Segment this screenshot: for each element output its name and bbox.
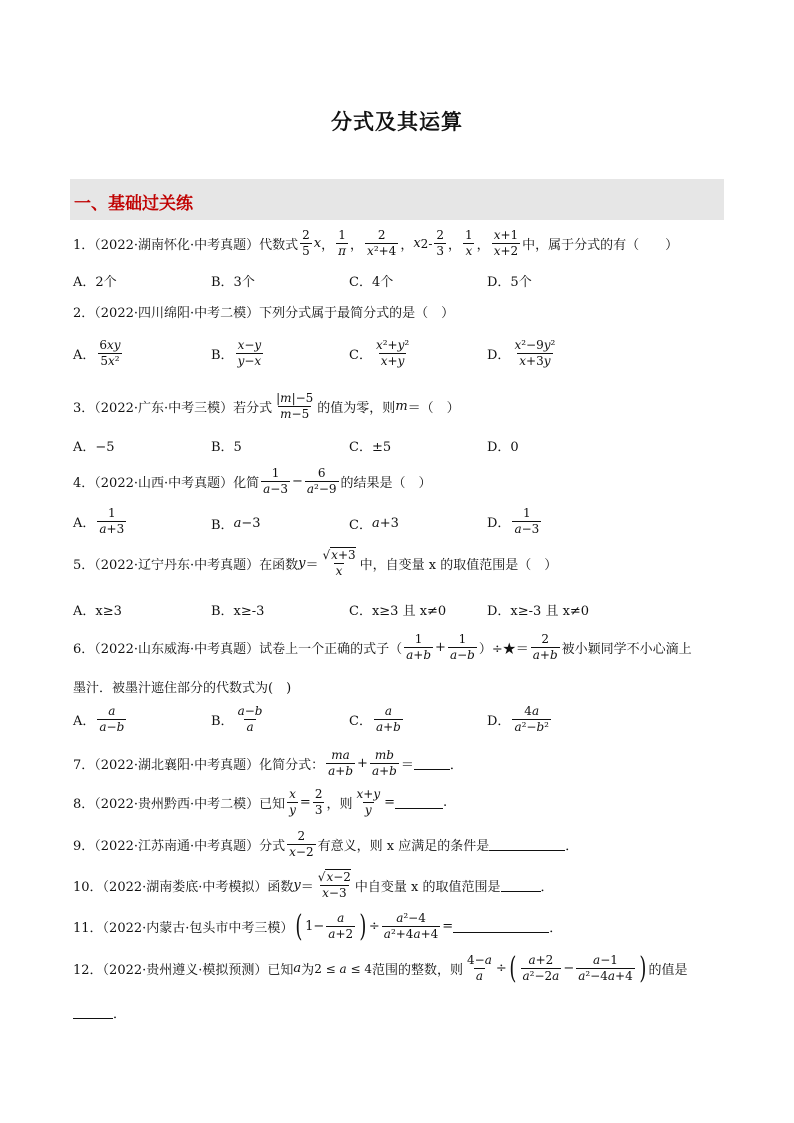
question-3: 3．（2022·广东·中考三模）若分式 $\frac{|m|-5}{m-5}$ 的值为零，则 m ＝（ ）	[73, 391, 460, 421]
option-c: C．x≥3 且 x≠0	[349, 604, 447, 619]
option-a: A．−5	[73, 440, 115, 455]
option-c: C． $\frac{\text{x²+y²}}{x+y}$	[349, 338, 410, 368]
option-a: A．x≥3	[73, 604, 122, 619]
option-b: B．5	[211, 440, 242, 455]
question-7: 7．（2022·湖北襄阳·中考真题）化简分式： $\frac{ma}{a+b}$ + $\frac{mb}{a+b}$ ＝ ．	[73, 748, 463, 778]
fraction: $\frac{1}{\pi}$	[338, 228, 347, 258]
option-d: D．5个	[487, 275, 532, 290]
option-d: D． $\frac{1}{a-3}$	[487, 506, 540, 536]
option-b: B． $\frac{a-b}{a}$	[211, 704, 263, 734]
option-d: D．x≥-3 且 x≠0	[487, 604, 590, 619]
option-d: D． $\frac{\text{x²−9y²}}{x+3y}$	[487, 338, 556, 368]
question-5: 5．（2022·辽宁丹东·中考真题）在函数 y ＝ $\frac{√x+3}{x}$ 中，自变量 x 的取值范围是（ ）	[73, 548, 558, 578]
option-d: D．0	[487, 440, 519, 455]
option-a: A． $\frac{a}{a-b}$	[73, 704, 125, 734]
option-b: B．x≥-3	[211, 604, 265, 619]
option-c: C．±5	[349, 440, 392, 455]
option-b: B． $\frac{x-y}{y-x}$	[211, 338, 262, 368]
question-4: 4．（2022·山西·中考真题）化简 $\frac{1}{a-3}$ − $\frac{6}{\text{a²−9}}$ 的结果是（ ）	[73, 466, 432, 496]
question-11: 11．（2022·内蒙古·包头市中考三模） ( 1− $\frac{a}{a+2}$ ) ÷ $\frac{\text{a²−4}}{\text{a²+4a+4}}$ = ．	[73, 908, 563, 944]
fraction: $\frac{x+1}{x+2}$	[493, 228, 519, 258]
section-header	[70, 179, 724, 220]
option-a: A．2个	[73, 275, 117, 290]
fraction: $\frac{1}{x}$	[465, 228, 473, 258]
question-1: 1．（2022·湖南怀化·中考真题）代数式 $\frac{2}{5}$ x ， $\frac{1}{\pi}$ ， $\frac{2}{\text{x²+4}}$ ， x 2 - $\frac{2}{3}$ ， $\frac{1}{x}$ ， $\frac{x+1}{x+2}$ 中，属于分式的有（ ）	[73, 228, 679, 258]
question-10: 10．（2022·湖南娄底·中考模拟）函数 y ＝ $\frac{√x-2}{x-3}$ 中自变量 x 的取值范围是 ．	[73, 870, 554, 900]
page-title: 分式及其运算	[331, 109, 463, 134]
question-9: 9．（2022·江苏南通·中考真题）分式 $\frac{2}{x-2}$ 有意义，则 x 应满足的条件是 ．	[73, 829, 579, 859]
option-a: A． $\frac{6xy}{\text{5x²}}$	[73, 338, 121, 368]
option-b: B． a −3	[211, 516, 261, 533]
option-c: C．4个	[349, 275, 394, 290]
option-a: A． $\frac{1}{a+3}$	[73, 506, 125, 536]
fraction: $\frac{2}{3}$	[436, 228, 445, 258]
option-b: B．3个	[211, 275, 255, 290]
question-2: 2．（2022·四川绵阳·中考二模）下列分式属于最简分式的是（ ）	[73, 306, 455, 321]
fraction: $\frac{2}{5}$	[302, 228, 310, 258]
option-d: D． $\frac{4a}{\text{a²−b²}}$	[487, 704, 549, 734]
question-12: 12．（2022·贵州遵义·模拟预测）已知 a 为 2 ≤ a ≤ 4 范围的整数，则 $\frac{4-a}{a}$ ÷ ( $\frac{a+2}{\text{a²−2a}}$ − $\frac{a-1}{\text{a²−4a+4}}$ ) 的值是	[73, 950, 688, 986]
question-12-answer: ．	[73, 1003, 126, 1022]
option-c: C． $\frac{a}{a+b}$	[349, 704, 401, 734]
question-6: 6．（2022·山东威海·中考真题）试卷上一个正确的式子（ $\frac{1}{a+b}$ + $\frac{1}{a-b}$ ）÷★＝ $\frac{2}{a+b}$ 被小颖同学不小心滴上	[73, 632, 692, 662]
section-title: 一、基础过关练	[74, 194, 193, 214]
option-c: C． a +3	[349, 516, 399, 533]
fraction: $\frac{2}{\text{x²+4}}$	[367, 228, 397, 258]
question-6-line2: 墨汁．被墨汁遮住部分的代数式为( )	[73, 681, 292, 696]
question-8: 8．（2022·贵州黔西·中考二模）已知 $\frac{x}{y}$ = $\frac{2}{3}$ ，则 $\frac{x+y}{y}$ = .	[73, 787, 448, 817]
